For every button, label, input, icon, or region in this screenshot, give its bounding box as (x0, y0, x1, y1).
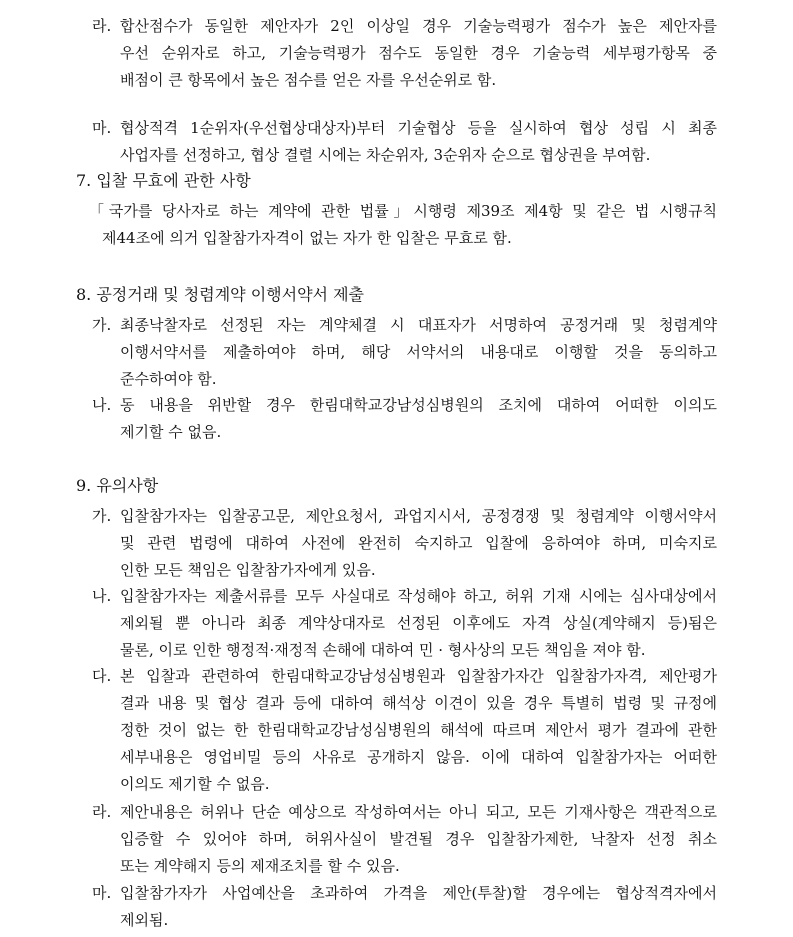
item-text-line: 입찰참가자는 제출서류를 모두 사실대로 작성해야 하고, 허위 기재 시에는 심사대상에서 (120, 587, 717, 605)
item-text-line: 세부내용은 영업비밀 등의 사유로 공개하지 않음. 이에 대하여 입찰참가자는 어떠한 (120, 748, 717, 766)
item-marker: 마. (92, 119, 112, 137)
item-text-line: 입찰참가자가 사업예산을 초과하여 가격을 제안(투찰)할 경우에는 협상적격자에서 (120, 884, 717, 902)
section-heading: 7. 입찰 무효에 관한 사항 (76, 171, 251, 190)
item-text-line: 본 입찰과 관련하여 한림대학교강남성심병원과 입찰참가자간 입찰참가자격, 제안평가 (120, 667, 717, 685)
item-text-line: 및 관련 법령에 대하여 사전에 완전히 숙지하고 입찰에 응하여야 하며, 미숙지로 (120, 534, 717, 552)
item-text-line: 제안내용은 허위나 단순 예상으로 작성하여서는 아니 되고, 모든 기재사항은 객관적으로 (120, 803, 717, 821)
item-text-line: 입찰참가자는 입찰공고문, 제안요청서, 과업지시서, 공정경쟁 및 청렴계약 이행서약서 (120, 507, 717, 525)
item-text-line: 제외될 뿐 아니라 최종 계약상대자로 선정된 이후에도 자격 상실(계약해지 등)됨은 (120, 614, 717, 632)
item-text-line: 입증할 수 있어야 하며, 허위사실이 발견될 경우 입찰참가제한, 낙찰자 선정 취소 (120, 830, 717, 848)
item-marker: 다. (92, 667, 112, 685)
item-text-line: 우선 순위자로 하고, 기술능력평가 점수도 동일한 경우 기술능력 세부평가항목 중 (120, 44, 717, 62)
paragraph-line: 「국가를 당사자로 하는 계약에 관한 법률」시행령 제39조 제4항 및 같은 법 시행규칙 (89, 202, 717, 220)
item-text-line: 이의도 제기할 수 없음. (120, 775, 270, 793)
item-text-line: 사업자를 선정하고, 협상 결렬 시에는 차순위자, 3순위자 순으로 협상권을 부여함. (120, 146, 651, 164)
item-text-line: 준수하여야 함. (120, 370, 217, 388)
item-text-line: 인한 모든 책임은 입찰참가자에게 있음. (120, 561, 376, 579)
item-marker: 나. (92, 396, 112, 414)
item-text-line: 정한 것이 없는 한 한림대학교강남성심병원의 해석에 따르며 제안서 평가 결과에 관한 (120, 721, 717, 739)
item-marker: 나. (92, 587, 112, 605)
item-marker: 가. (92, 316, 112, 334)
item-text-line: 이행서약서를 제출하여야 하며, 해당 서약서의 내용대로 이행할 것을 동의하고 (120, 343, 717, 361)
item-text-line: 또는 계약해지 등의 제재조치를 할 수 있음. (120, 857, 400, 875)
item-text-line: 물론, 이로 인한 행정적·재정적 손해에 대하여 민 · 형사상의 모든 책임을 져야 함. (120, 641, 646, 659)
item-marker: 라. (92, 803, 112, 821)
paragraph-line: 제44조에 의거 입찰참가자격이 없는 자가 한 입찰은 무효로 함. (102, 229, 512, 247)
item-text-line: 합산점수가 동일한 제안자가 2인 이상일 경우 기술능력평가 점수가 높은 제안자를 (120, 17, 717, 35)
section-heading: 8. 공정거래 및 청렴계약 이행서약서 제출 (76, 285, 364, 304)
item-text-line: 동 내용을 위반할 경우 한림대학교강남성심병원의 조치에 대하여 어떠한 이의도 (120, 396, 717, 414)
section-heading: 9. 유의사항 (76, 476, 159, 495)
item-text-line: 배점이 큰 항목에서 높은 점수를 얻은 자를 우선순위로 함. (120, 71, 497, 89)
item-text-line: 협상적격 1순위자(우선협상대상자)부터 기술협상 등을 실시하여 협상 성립 시 최종 (120, 119, 717, 137)
item-text-line: 제기할 수 없음. (120, 423, 222, 441)
item-marker: 라. (92, 17, 112, 35)
item-marker: 마. (92, 884, 112, 902)
item-text-line: 제외됨. (120, 911, 169, 929)
item-text-line: 최종낙찰자로 선정된 자는 계약체결 시 대표자가 서명하여 공정거래 및 청렴계약 (120, 316, 717, 334)
item-text-line: 결과 내용 및 협상 결과 등에 대하여 해석상 이견이 있을 경우 특별히 법령 및 규정에 (120, 694, 717, 712)
item-marker: 가. (92, 507, 112, 525)
